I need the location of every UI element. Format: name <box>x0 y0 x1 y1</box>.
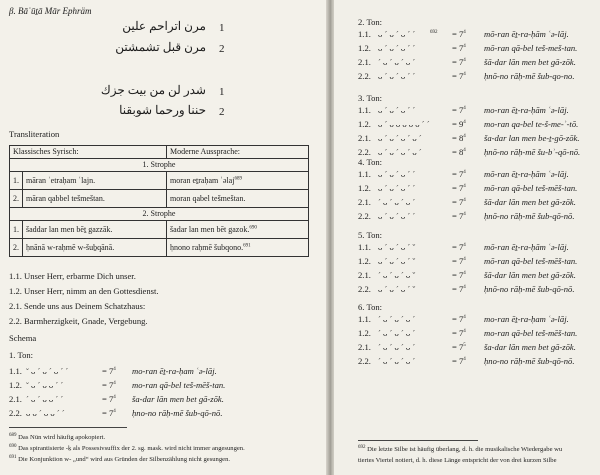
scheme-row: 1.1. ˊ ᴗ ˊ ᴗ ˊ ᴗ ˊ = $7^4$ mo-ran ēṯ-ra-ḥam ʿə-lāj. <box>358 314 569 324</box>
scheme-row: 1.2. ᴗ ˊ ᴗ ˊ ᴗ ˊ ˊ = $7^4$ mō-ran qā-bel teš-mēš-tan. <box>358 183 578 193</box>
classic-cell: šaddar lan men bēṯ gazzāk. <box>23 221 167 239</box>
scheme-row: 1.2. ᴗ ˊ ᴗ ˊ ᴗ ˊ ˊ = $7^4$ mō-ran qā-bel teš-meš-tan. <box>358 43 578 53</box>
footnote-ref: 692 <box>430 30 438 36</box>
right-page <box>334 0 600 475</box>
section-title: β. Bāʿūṯā Mār Ephräm <box>9 6 92 16</box>
german-line-4: 2.2. Barmherzigkeit, Gnade, Vergebung. <box>9 316 148 326</box>
meter-marks: ˊ ᴗ ˊ ᴗ ˊ ᴗ ˊ <box>378 328 416 338</box>
meter-marks: ˘ ᴗ ˊ ᴗ ᴗ ˊ ˊ <box>26 380 64 390</box>
ton-2-label: 2. Ton: <box>358 17 383 27</box>
modern-cell: moran eṯraḥam ʿəlaj$^{689}$ <box>167 172 309 190</box>
footnote-ref: 691 <box>243 242 251 248</box>
scheme-row: 1.1. ᴗ ˊ ᴗ ˊ ᴗ ˊ ˇ = $7^4$ mō-ran ēṯ-ra-ḥām ʿə-lāj. <box>358 242 569 252</box>
meter-marks: ᴗ ᴗ ˊ ᴗ ᴗ ˊ ˊ <box>26 408 65 418</box>
ton-4-label: 4. Ton: <box>358 157 383 167</box>
meter-marks: ˊ ᴗ ˊ ᴗ ˊ ᴗ ˇ <box>378 270 416 280</box>
meter-marks: ᴗ ˊ ᴗ ˊ ᴗ ˊ ˊ <box>378 43 416 53</box>
ton-1-label: 1. Ton: <box>9 350 34 360</box>
classic-cell: māran ʾetraḥam ʿlajn. <box>23 172 167 190</box>
classic-cell: ḥnānā w-raḥmē w-šuḇqānā. <box>23 239 167 257</box>
footnote-divider <box>9 427 127 428</box>
scheme-row: 1.1. ˘ ᴗ ˊ ᴗ ˊ ᴗ ˊ ˊ = $7^4$ mo-ran ēṯ-ra-ḥam ʿə-lāj. <box>9 366 217 376</box>
meter-marks: ᴗ ˊ ᴗ ˊ ᴗ ˊ ˇ <box>378 256 416 266</box>
syriac-line-1: مرن اتراحم علين <box>122 19 206 33</box>
meter-marks: ˊ ᴗ ˊ ᴗ ˊ ᴗ ˊ <box>378 197 416 207</box>
scheme-row: 2.2. ᴗ ᴗ ˊ ᴗ ᴗ ˊ ˊ = $7^4$ ḥno-no rāḥ-mē šub-qō-nō. <box>9 408 223 418</box>
german-line-2: 1.2. Unser Herr, nimm an den Gottesdienst. <box>9 286 159 296</box>
schema-label: Schema <box>9 333 37 343</box>
scheme-row: 2.1. ˊ ᴗ ˊ ᴗ ˊ ᴗ ˇ = $7^4$ šā-dar lān men bet gā-zōk. <box>358 270 576 280</box>
meter-marks: ᴗ ˊ ᴗ ˊ ᴗ ˊ ˊ <box>378 29 416 39</box>
scheme-row: 1.2. ᴗ ˊ ᴗ ˊ ᴗ ˊ ˇ = $7^4$ mō-ran qā-bel teš-mēš-tan. <box>358 256 578 266</box>
syriac-line-4: حننا ورحما شوبقنا <box>119 103 206 117</box>
ton-5-label: 5. Ton: <box>358 230 383 240</box>
scheme-row: 2.1. ˊ ᴗ ˊ ᴗ ˊ ᴗ ˊ = $7^4$ šā-dar lān men bet gā-zōk. <box>358 57 576 67</box>
scheme-row: 1.2. ˘ ᴗ ˊ ᴗ ᴗ ˊ ˊ = $7^4$ mo-ran qā-bel teš-mēš-tan. <box>9 380 226 390</box>
table-row: 2. māran qabbel tešmeštan. moran qabel tešmeštan. <box>10 190 309 208</box>
strophe-2-heading: 2. Strophe <box>10 208 309 221</box>
scheme-row: 1.1. ᴗ ˊ ᴗ ˊ ᴗ ˊ ˊ $^{692}$ = $7^4$ mō-ran ēṯ-ra-ḥām ʿə-lāj. <box>358 29 569 39</box>
meter-marks: ˊ ᴗ ˊ ᴗ ˊ ᴗ ˊ <box>378 342 416 352</box>
scheme-row: 2.1. ˊ ᴗ ˊ ᴗ ᴗ ˊ ˊ = $7^4$ ša-dar lān men bet gā-zōk. <box>9 394 224 404</box>
modern-cell: moran qabel tešmeštan. <box>167 190 309 208</box>
syriac-num-2: 2 <box>219 43 225 55</box>
scheme-row: 1.2. ˊ ᴗ ˊ ᴗ ˊ ᴗ ˊ = $7^4$ mo-ran qā-bel teš-mēš-tan. <box>358 328 578 338</box>
german-line-3: 2.1. Sende uns aus Deinem Schatzhaus: <box>9 301 146 311</box>
syriac-line-3: شدر لن من بيت جزك <box>100 83 206 97</box>
scheme-row: 2.1. ᴗ ˊ ᴗ ˊ ᴗ ˊ ᴗ ˊ = $8^4$ ša-dar lan men be-ṯ-gō-zōk. <box>358 133 580 143</box>
german-line-1: 1.1. Unser Herr, erbarme Dich unser. <box>9 271 136 281</box>
header-classic: Klassisches Syrisch: <box>10 146 167 159</box>
modern-cell: ḥnono raḥmē šubqono.$^{691}$ <box>167 239 309 257</box>
meter-marks: ˊ ᴗ ˊ ᴗ ᴗ ˊ ˊ <box>26 394 64 404</box>
scheme-row: 1.1. ᴗ ˊ ᴗ ˊ ᴗ ˊ ˊ = $7^4$ mo-ran ēṯ-ra-ḥām ʿə-lāj. <box>358 105 569 115</box>
syriac-line-2: مرن قبل تشمشتن <box>115 40 206 54</box>
table-row: 2. ḥnānā w-raḥmē w-šuḇqānā. ḥnono raḥmē šubqono.$^{691}$ <box>10 239 309 257</box>
table-header-row <box>10 146 309 159</box>
meter-marks: ˊ ᴗ ˊ ᴗ ˊ ᴗ ˊ <box>378 57 416 67</box>
meter-marks: ᴗ ˊ ᴗ ˊ ᴗ ˊ ˊ <box>378 183 416 193</box>
strophe-1-heading: 1. Strophe <box>10 159 309 172</box>
scheme-row: 2.2. ᴗ ˊ ᴗ ˊ ᴗ ˊ ˊ = $7^4$ ḥnō-no rāḥ-mē šub-qō-nō. <box>358 211 575 221</box>
meter-marks: ˊ ᴗ ˊ ᴗ ˊ ᴗ ˊ <box>378 314 416 324</box>
footnote-ref: 689 <box>234 175 242 181</box>
meter-marks: ˘ ᴗ ˊ ᴗ ˊ ᴗ ˊ ˊ <box>26 366 69 376</box>
scheme-row: 2.1. ˊ ᴗ ˊ ᴗ ˊ ᴗ ˊ = $7^5$ ša-dar lān men bet gā-zōk. <box>358 342 576 352</box>
footnote-691: $^{691}$ Die Konjunktion w- „und“ wird aus Gründen der Silbenzählung nicht gesungen. <box>9 454 231 463</box>
transliteration-label: Transliteration <box>9 129 60 139</box>
meter-marks: ᴗ ˊ ᴗ ˊ ᴗ ˊ ˇ <box>378 242 416 252</box>
scheme-row: 2.2. ᴗ ˊ ᴗ ˊ ᴗ ˊ ˊ = $7^4$ ḥnō-no rāḥ-mē šub-qo-no. <box>358 71 575 81</box>
modern-cell: šadar lan men bēt gazok.$^{690}$ <box>167 221 309 239</box>
header-modern: Moderne Aussprache: <box>167 146 309 159</box>
transliteration-table <box>9 145 309 257</box>
ton-6-label: 6. Ton: <box>358 302 383 312</box>
meter-marks: ᴗ ˊ ᴗ ˊ ᴗ ˊ ᴗ ˊ <box>378 147 422 157</box>
syriac-num-4: 2 <box>219 106 225 118</box>
syriac-num-3: 1 <box>219 86 225 98</box>
footnote-ref: 690 <box>249 224 257 230</box>
footnote-689: $^{689}$ Das Nūn wird häufig apokopiert. <box>9 432 106 441</box>
footnote-690: $^{690}$ Das spirantisierte -ḵ als Possesivsuffix der 2. sg. mask. wird nicht immer angesungen. <box>9 443 245 452</box>
meter-marks: ˊ ᴗ ˊ ᴗ ˊ ᴗ ˊ <box>378 356 416 366</box>
meter-marks: ᴗ ˊ ᴗ ˊ ᴗ ˊ ˊ <box>378 71 416 81</box>
meter-marks: ᴗ ˊ ᴗ ˊ ᴗ ˊ ˊ <box>378 211 416 221</box>
ton-3-label: 3. Ton: <box>358 93 383 103</box>
meter-marks: ᴗ ˊ ᴗ ˊ ᴗ ˊ ˇ <box>378 284 416 294</box>
footnote-divider <box>358 440 478 441</box>
scheme-row: 2.2. ˊ ᴗ ˊ ᴗ ˊ ᴗ ˊ = $7^4$ ḥno-no rāḥ-mē šub-qō-nō. <box>358 356 575 366</box>
table-row: 1. šaddar lan men bēṯ gazzāk. šadar lan men bēt gazok.$^{690}$ <box>10 221 309 239</box>
footnote-692-line2: tiertes Viertel notiert, d. h. diese Länge entspricht der von drei kurzen Silbe <box>358 457 557 464</box>
scheme-row: 2.1. ˊ ᴗ ˊ ᴗ ˊ ᴗ ˊ = $7^4$ šā-dar lān men bet gā-zōk. <box>358 197 576 207</box>
classic-cell: māran qabbel tešmeštan. <box>23 190 167 208</box>
meter-marks: ᴗ ˊ ᴗ ˊ ᴗ ˊ ˊ <box>378 169 416 179</box>
meter-marks: ᴗ ˊ ᴗ ᴗ ᴗ ᴗ ᴗ ˊ ˊ <box>378 119 430 129</box>
syriac-num-1: 1 <box>219 22 225 34</box>
scheme-row: 1.2. ᴗ ˊ ᴗ ᴗ ᴗ ᴗ ᴗ ˊ ˊ = $9^4$ mo-ran qa-bel te-š-me-ʾ-tō. <box>358 119 579 129</box>
meter-marks: ᴗ ˊ ᴗ ˊ ᴗ ˊ ˊ <box>378 105 416 115</box>
meter-marks: ᴗ ˊ ᴗ ˊ ᴗ ˊ ᴗ ˊ <box>378 133 422 143</box>
table-row: 1. māran ʾetraḥam ʿlajn. moran eṯraḥam ʿəlaj$^{689}$ <box>10 172 309 190</box>
footnote-692: $^{692}$ Die letzte Silbe ist häufig überlang, d. h. die musikalische Wiedergabe wu <box>358 444 563 453</box>
scheme-row: 2.2. ᴗ ˊ ᴗ ˊ ᴗ ˊ ᴗ ˊ = $8^4$ ḥnō-no rāḥ-mē šu-bʾ-qō-nō. <box>358 147 581 157</box>
scheme-row: 2.2. ᴗ ˊ ᴗ ˊ ᴗ ˊ ˇ = $7^4$ ḥnō-no rāḥ-mē šub-qō-nō. <box>358 284 575 294</box>
scheme-row: 1.1. ᴗ ˊ ᴗ ˊ ᴗ ˊ ˊ = $7^4$ mō-ran ēṯ-ra-ḥām ʿə-lāj. <box>358 169 569 179</box>
